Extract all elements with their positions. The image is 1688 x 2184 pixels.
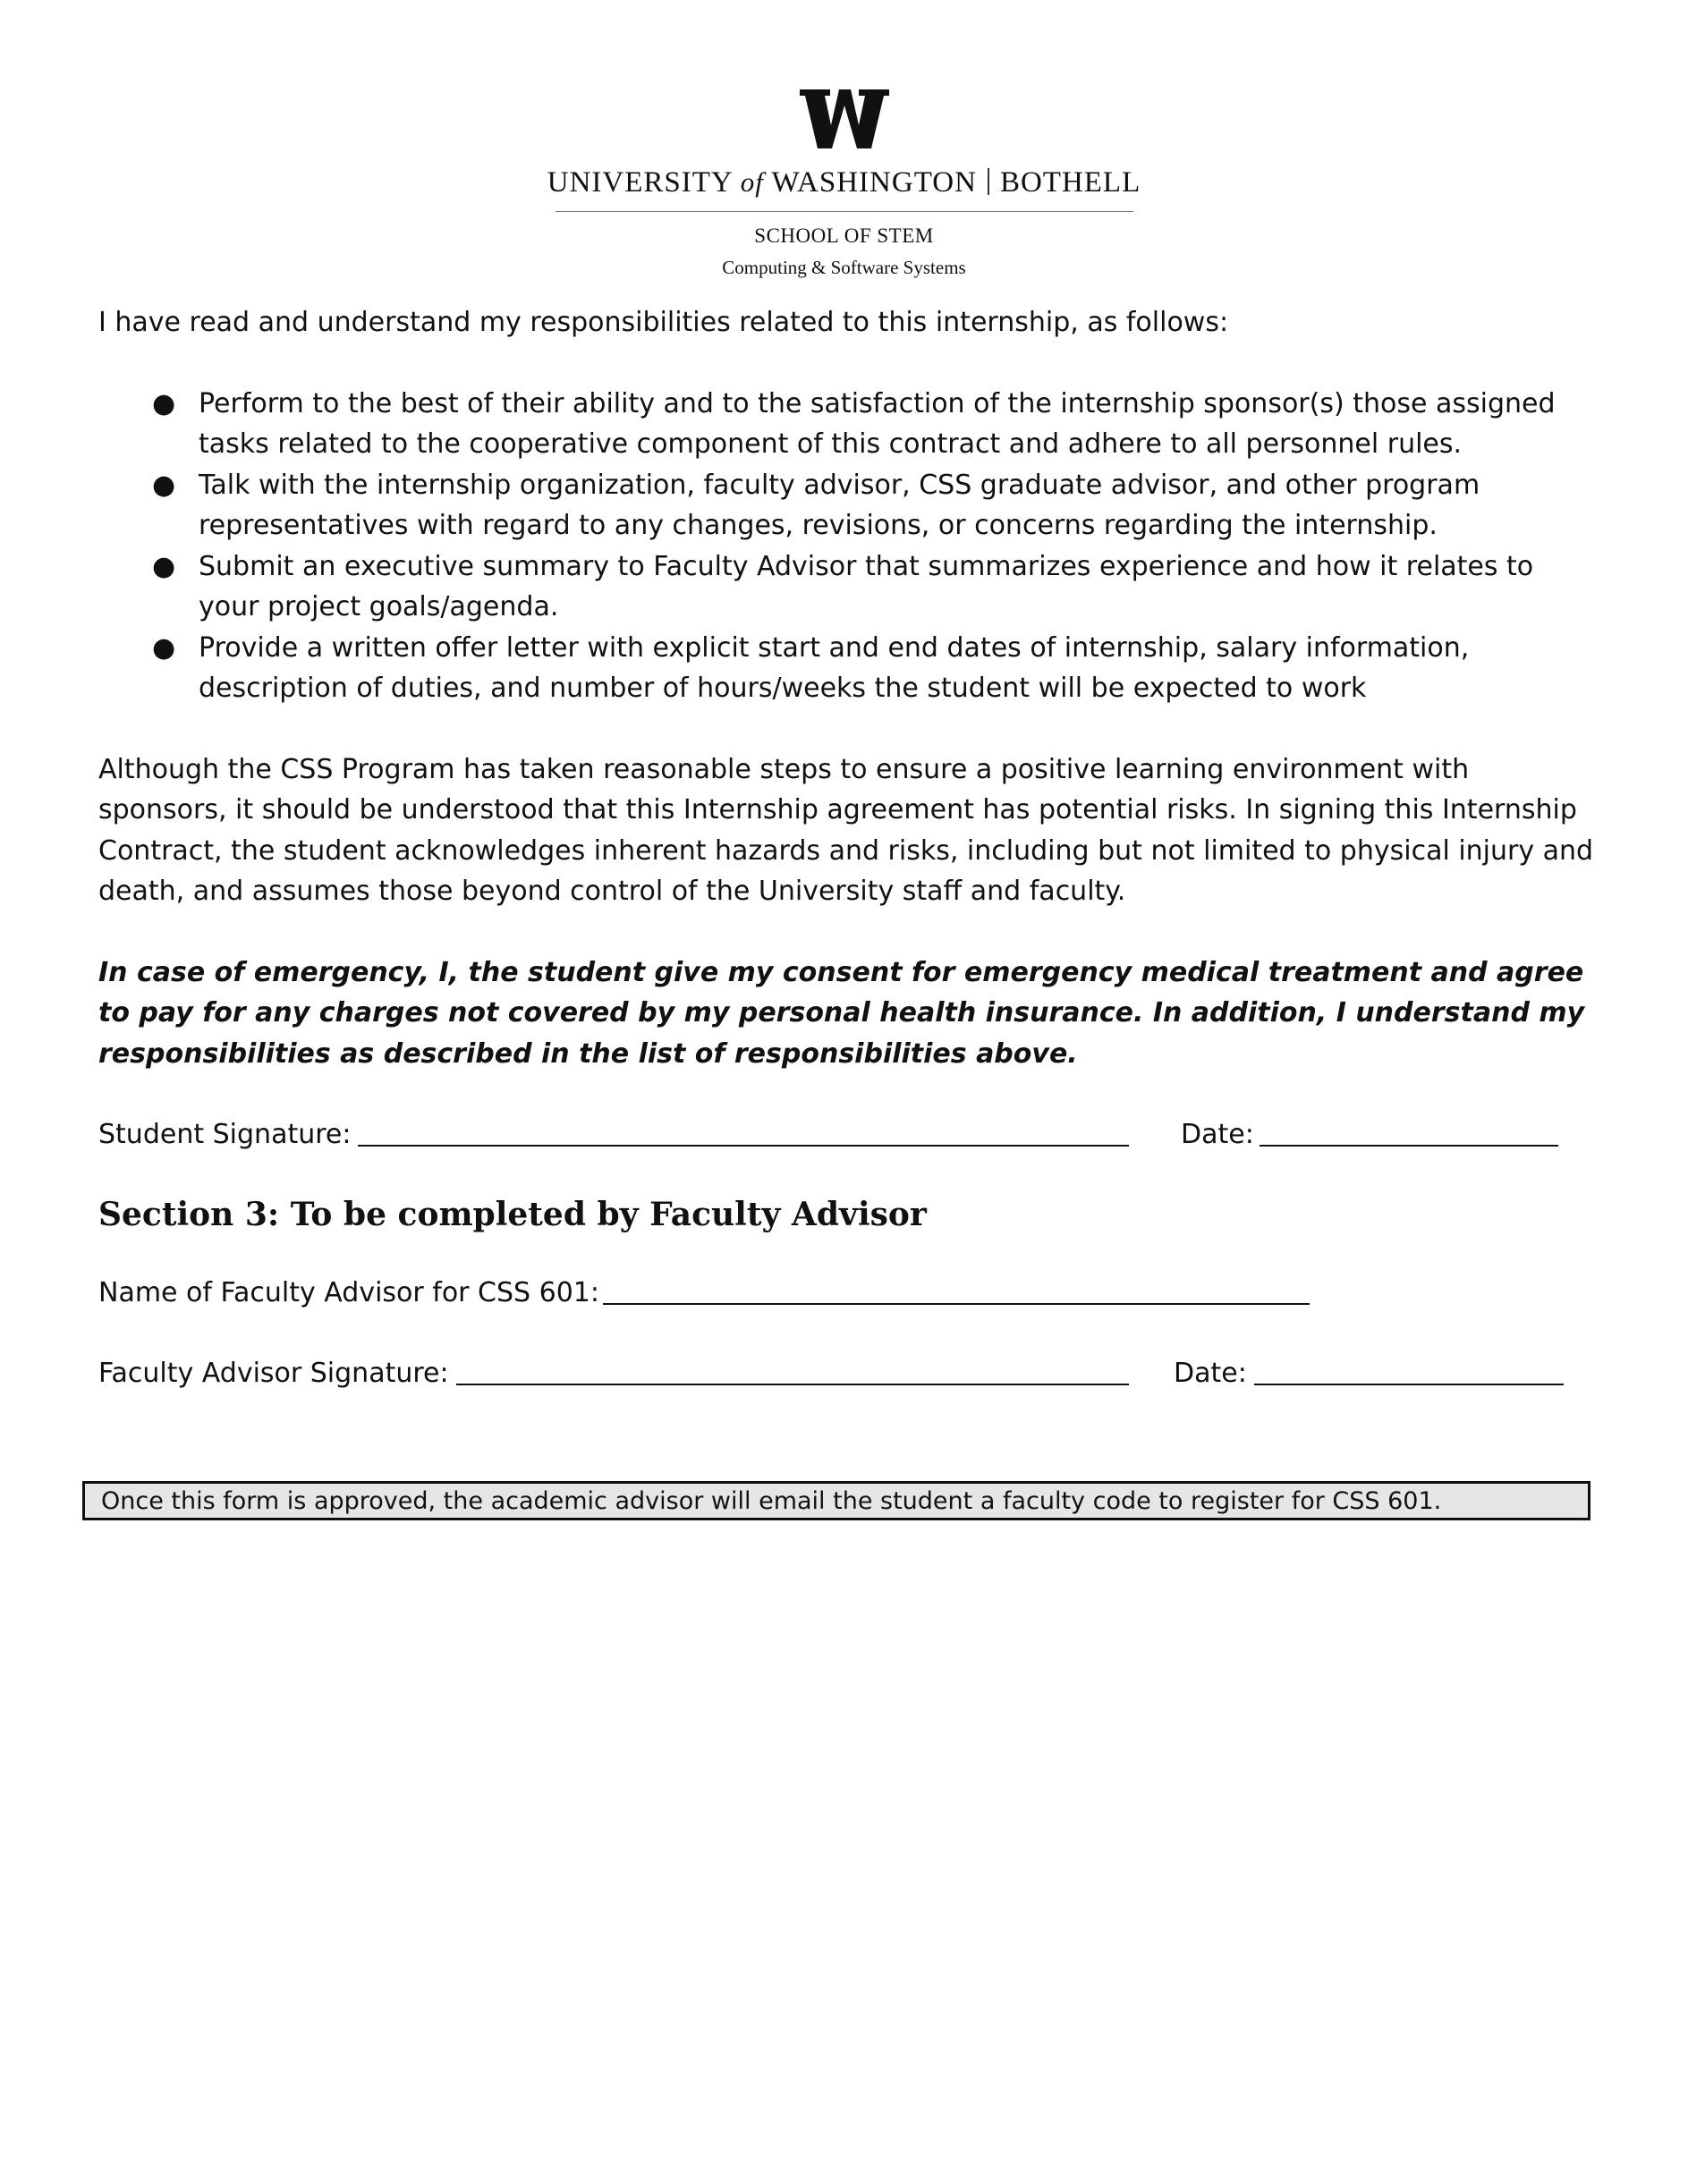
school-name: SCHOOL OF STEM — [754, 224, 934, 247]
university-name: UNIVERSITY of WASHINGTON BOTHELL — [547, 166, 1141, 199]
responsibilities-list — [98, 384, 1601, 709]
student-signature-label: Student Signature: — [98, 1119, 352, 1150]
advisor-signature-field[interactable] — [456, 1353, 1129, 1385]
intro-text: I have read and understand my responsibilities related to this internship, as follows: — [98, 307, 1229, 338]
student-date-label: Date: — [1181, 1119, 1254, 1150]
student-signature-row — [98, 1114, 1601, 1155]
list-item: ● Provide a written offer letter with explicit start and end dates of internship, salary information, description of duties, and number of hours/weeks the student will be expected to work — [98, 628, 1601, 709]
bullet-icon: ● — [152, 631, 176, 664]
approval-note-box — [82, 1481, 1590, 1520]
form-content — [98, 302, 1601, 1394]
logo-divider — [988, 168, 989, 195]
department-name: Computing & Software Systems — [722, 257, 966, 278]
student-signature-field[interactable] — [358, 1114, 1129, 1147]
risks-paragraph: Although the CSS Program has taken reasonable steps to ensure a positive learning environment with sponsors, it should be understood that this Internship agreement has potential risks. In signing this Internship Contract, the student acknowledges inherent hazards and risks, including but not limited to physical injury and death, and assumes those beyond control of the University staff and faculty. — [98, 753, 1594, 907]
advisor-signature-label: Faculty Advisor Signature: — [98, 1358, 449, 1389]
student-date-field[interactable] — [1260, 1114, 1558, 1147]
bullet-icon: ● — [152, 469, 176, 501]
advisor-signature-row — [98, 1353, 1601, 1394]
uw-w-logo-icon — [800, 89, 889, 148]
advisor-name-row — [98, 1273, 1601, 1314]
university-logo — [0, 89, 1688, 279]
advisor-name-label: Name of Faculty Advisor for CSS 601: — [98, 1276, 599, 1308]
advisor-name-field[interactable] — [603, 1273, 1310, 1305]
approval-note-text: Once this form is approved, the academic advisor will email the student a faculty code to register for CSS 601. — [101, 1487, 1442, 1515]
list-item: ● Submit an executive summary to Faculty Advisor that summarizes experience and how it relates to your project goals/agenda. — [98, 546, 1601, 628]
bullet-icon: ● — [152, 550, 176, 582]
advisor-date-field[interactable] — [1254, 1353, 1564, 1385]
advisor-date-label: Date: — [1174, 1358, 1247, 1389]
logo-rule — [556, 211, 1133, 212]
consent-paragraph: In case of emergency, I, the student give my consent for emergency medical treatment and agree to pay for any charges not covered by my personal health insurance. In addition, I understand my responsibilities as described in the list of responsibilities above. — [98, 956, 1585, 1070]
list-item: ● Talk with the internship organization, faculty advisor, CSS graduate advisor, and other program representatives with regard to any changes, revisions, or concerns regarding the internship. — [98, 465, 1601, 546]
list-item: ● Perform to the best of their ability and to the satisfaction of the internship sponsor(s) those assigned tasks related to the cooperative component of this contract and adhere to all personnel rules. — [98, 384, 1601, 465]
bullet-icon: ● — [152, 387, 176, 419]
section-3-heading: Section 3: To be completed by Faculty Advisor — [98, 1195, 927, 1233]
